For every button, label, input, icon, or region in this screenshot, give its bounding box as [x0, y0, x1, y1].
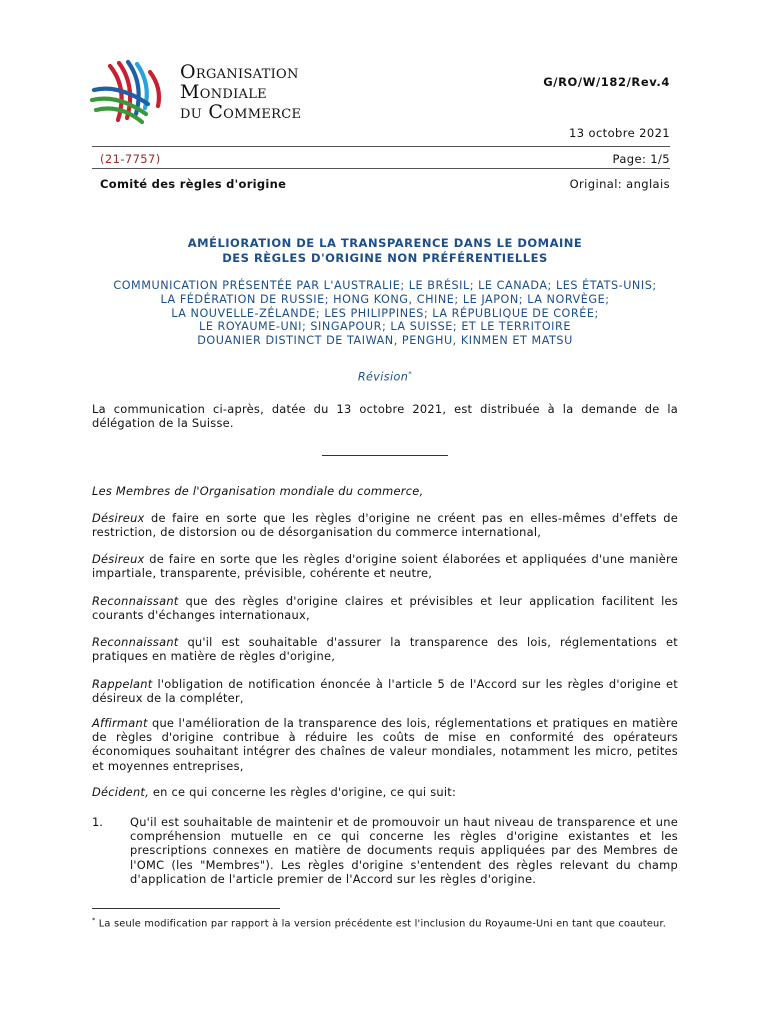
p7-lead: Décident,	[92, 785, 150, 799]
page-indicator: Page: 1/5	[612, 152, 670, 166]
wto-logo-icon	[88, 58, 174, 130]
communication-heading	[92, 279, 678, 348]
paragraph-6	[92, 716, 678, 773]
title-block	[92, 236, 678, 384]
organization-name	[180, 62, 301, 122]
intro-paragraph: La communication ci-après, datée du 13 octobre 2021, est distribuée à la demande de la délégation de la Suisse.	[92, 402, 678, 431]
paragraph-preamble	[92, 484, 678, 498]
p1-lead: Désireux	[92, 511, 145, 525]
comm-line4: LE ROYAUME-UNI; SINGAPOUR; LA SUISSE; ET LE TERRITOIRE	[199, 320, 571, 334]
comm-line1: COMMUNICATION PRÉSENTÉE PAR L'AUSTRALIE; LE BRÉSIL; LE CANADA; LES ÉTATS-UNIS;	[113, 279, 657, 292]
p2-lead: Désireux	[92, 552, 145, 566]
paragraph-4	[92, 635, 678, 663]
p5-text: l'obligation de notification énoncée à l'article 5 de l'Accord sur les règles d'origine et désireux de la compléter,	[92, 677, 678, 706]
p6-text: que l'amélioration de la transparence des lois, réglementations et pratiques en matière de règles d'origine contribue à réduire les coûts de mise en conformité des opérateurs économiques souhaitant intégrer des chaînes de valeur mondiales, notamment les micro, petites et moyennes entreprises,	[92, 716, 678, 773]
p4-lead: Reconnaissant	[92, 635, 179, 649]
comm-line5: DOUANIER DISTINCT DE TAIWAN, PENGHU, KINMEN ET MATSU	[197, 334, 573, 348]
document-date: 13 octobre 2021	[569, 126, 670, 140]
separator-line	[322, 455, 448, 456]
footnote-rule	[92, 908, 280, 909]
p1-text: de faire en sorte que les règles d'origine ne créent pas en elles-mêmes d'effets de restriction, de distorsion ou de désorganisation du commerce international,	[92, 511, 678, 540]
footnote-mark: *	[92, 916, 96, 924]
org-name-line2: Mondiale	[180, 81, 267, 103]
committee-name: Comité des règles d'origine	[100, 177, 287, 191]
original-language: Original: anglais	[569, 177, 670, 191]
header-rule-top	[92, 146, 670, 147]
document-title	[92, 236, 678, 266]
document-symbol: G/RO/W/182/Rev.4	[543, 75, 670, 89]
header-rule-bottom	[92, 168, 670, 169]
paragraph-7	[92, 785, 678, 799]
paragraph-2	[92, 552, 678, 580]
comm-line3: LA NOUVELLE-ZÉLANDE; LES PHILIPPINES; LA RÉPUBLIQUE DE CORÉE;	[171, 306, 599, 320]
org-name-line3: du Commerce	[180, 101, 302, 123]
p5-lead: Rappelant	[92, 677, 153, 691]
document-number: (21-7757)	[100, 152, 161, 166]
title-line1: AMÉLIORATION DE LA TRANSPARENCE DANS LE DOMAINE	[187, 236, 583, 250]
item-1-number: 1.	[92, 815, 103, 829]
paragraph-5	[92, 677, 678, 705]
item-1-text: Qu'il est souhaitable de maintenir et de promouvoir un haut niveau de transparence et une compréhension mutuelle en ce qui concerne les règles d'origine existantes et les prescriptions connexes en matière de documents requis appliquées par des Membres de l'OMC (les "Membres"). Les règles d'origine s'entendent des règles relevant du champ d'application de l'article premier de l'Accord sur les règles d'origine.	[130, 815, 678, 886]
preamble-text: Les Membres de l'Organisation mondiale du commerce,	[92, 484, 424, 498]
p2-text: de faire en sorte que les règles d'origine soient élaborées et appliquées d'une manière impartiale, transparente, prévisible, cohérente et neutre,	[92, 552, 678, 581]
footnote-text: La seule modification par rapport à la version précédente est l'inclusion du Royaume-Uni en tant que coauteur.	[95, 918, 667, 930]
title-line2: DES RÈGLES D'ORIGINE NON PRÉFÉRENTIELLES	[222, 251, 548, 265]
revision-text: Révision	[357, 370, 409, 384]
p6-lead: Affirmant	[92, 716, 148, 730]
revision-footnote-mark: *	[408, 369, 413, 378]
footnote	[92, 914, 678, 930]
paragraph-3	[92, 594, 678, 622]
comm-line2: LA FÉDÉRATION DE RUSSIE; HONG KONG, CHINE; LE JAPON; LA NORVÈGE;	[160, 292, 610, 306]
p4-text: qu'il est souhaitable d'assurer la transparence des lois, réglementations et pratiques en matière de règles d'origine,	[92, 635, 678, 664]
revision-label	[92, 370, 678, 384]
p7-text: en ce qui concerne les règles d'origine, ce qui suit:	[149, 785, 457, 799]
org-name-line1: Organisation	[180, 61, 299, 83]
paragraph-1	[92, 511, 678, 539]
p3-lead: Reconnaissant	[92, 594, 179, 608]
p3-text: que des règles d'origine claires et prévisibles et leur application facilitent les courants d'échanges internationaux,	[92, 594, 678, 623]
